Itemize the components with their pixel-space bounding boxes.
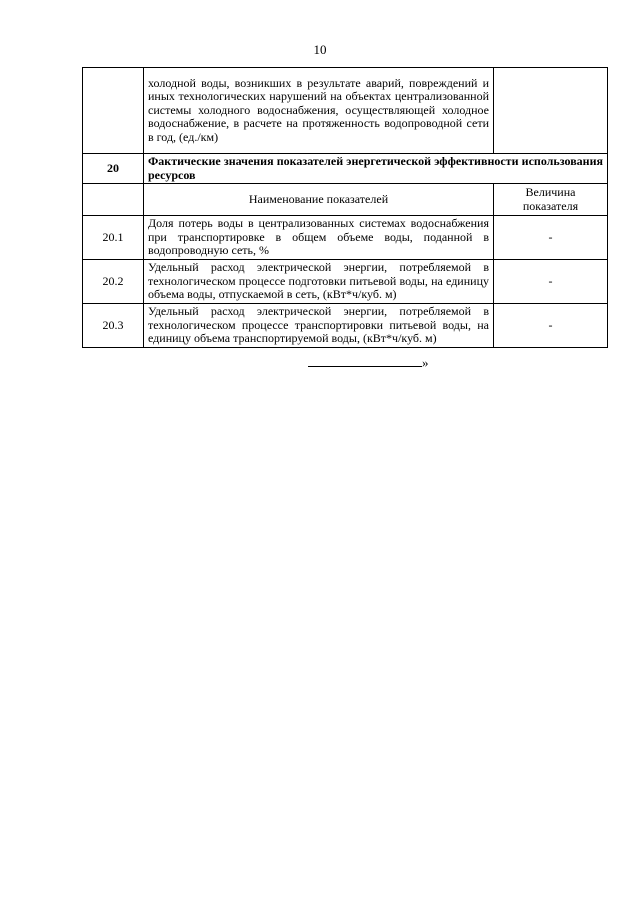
indicator-value: - bbox=[494, 304, 608, 348]
indicator-text: Доля потерь воды в централизованных системах водоснабжения при транспортировке в общем объеме воды, поданной в водопроводную сеть, % bbox=[144, 216, 494, 260]
row-number-cell bbox=[83, 184, 144, 216]
section-title: Фактические значения показателей энергетической эффективности использования ресурсов bbox=[144, 154, 608, 184]
page-number: 10 bbox=[313, 42, 327, 57]
row-number: 20.2 bbox=[83, 260, 144, 304]
table-row bbox=[83, 68, 608, 154]
indicator-text: Удельный расход электрической энергии, потребляемой в технологическом процессе транспортировки питьевой воды, на единицу объема транспортируемой воды, (кВт*ч/куб. м) bbox=[144, 304, 494, 348]
name-column-header: Наименование показателей bbox=[144, 184, 494, 216]
table-row bbox=[83, 304, 608, 348]
row-number: 20.1 bbox=[83, 216, 144, 260]
value-column-header: Величина показателя bbox=[494, 184, 608, 216]
row-number-cell bbox=[83, 68, 144, 154]
indicators-table bbox=[82, 67, 608, 348]
signature-line bbox=[308, 355, 422, 367]
indicator-value bbox=[494, 68, 608, 154]
closing-line bbox=[308, 355, 429, 371]
column-header-row bbox=[83, 184, 608, 216]
indicator-text: Удельный расход электрической энергии, потребляемой в технологическом процессе подготовки питьевой воды, на единицу объема воды, отпускаемой в сеть, (кВт*ч/куб. м) bbox=[144, 260, 494, 304]
section-number: 20 bbox=[83, 154, 144, 184]
row-number: 20.3 bbox=[83, 304, 144, 348]
closing-quote: » bbox=[422, 355, 429, 370]
section-header-row bbox=[83, 154, 608, 184]
indicator-value: - bbox=[494, 260, 608, 304]
table-row bbox=[83, 216, 608, 260]
table-row bbox=[83, 260, 608, 304]
indicator-value: - bbox=[494, 216, 608, 260]
indicator-text: холодной воды, возникших в результате аварий, повреждений и иных технологических нарушений на объектах централизованной системы холодного водоснабжения, осуществляющей холодное водоснабжение, в расчете на протяженность водопроводной сети в год, (ед./км) bbox=[144, 68, 494, 154]
